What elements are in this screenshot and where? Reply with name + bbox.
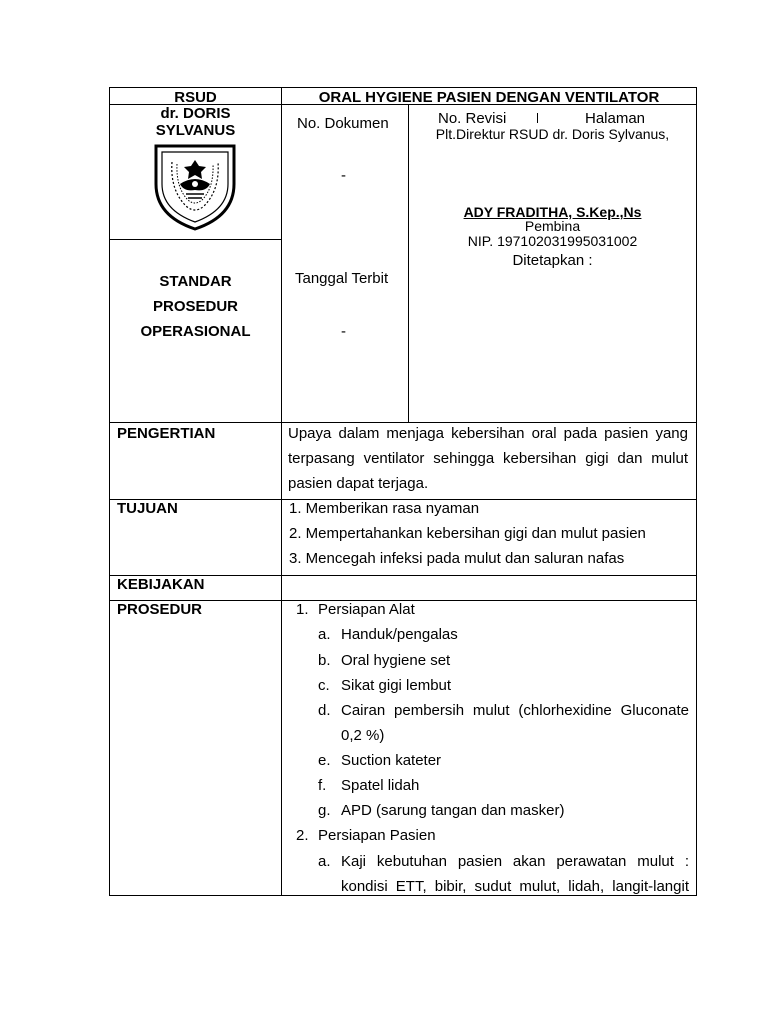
tanggal-terbit-label: Tanggal Terbit [295,270,389,287]
hospital-name-line2: dr. DORIS [160,105,231,122]
tanggal-terbit-value: - [341,323,346,340]
sop-label-line2: PROSEDUR [152,298,238,315]
table-border-left [109,87,110,896]
section-1-number: 1. [296,601,309,618]
sop-label-line3: OPERASIONAL [140,323,251,340]
tujuan-label: TUJUAN [117,500,178,517]
halaman-label: Halaman [585,110,646,127]
alat-item-c: Sikat gigi lembut [341,677,452,694]
alat-item-g: APD (sarung tangan dan masker) [341,802,565,819]
alat-item-d: Cairan pembersih mulut (chlorhexidine Gluconate [341,702,689,719]
alat-item-f: Spatel lidah [341,777,420,794]
director-name: ADY FRADITHA, S.Kep.,Ns [463,204,642,220]
pasien-letter-a: a. [318,853,331,870]
alat-item-e: Suction kateter [341,752,442,769]
pengertian-label: PENGERTIAN [117,425,216,442]
tujuan-item-3: 3. Mencegah infeksi pada mulut dan saluran nafas [289,550,625,567]
no-dokumen-label: No. Dokumen [297,115,389,132]
table-border-right [696,87,697,896]
pengertian-line-3: pasien dapat terjaga. [288,475,429,492]
section-2-number: 2. [296,827,309,844]
alat-letter-d: d. [318,702,331,719]
alat-item-b: Oral hygiene set [341,652,451,669]
section-1-title: Persiapan Alat [318,601,415,618]
revisi-halaman-divider [537,113,538,123]
alat-letter-b: b. [318,652,331,669]
ditetapkan-label: Ditetapkan : [512,252,593,269]
column-divider [281,87,282,896]
pasien-item-a: Kaji kebutuhan pasien akan perawatan mulut : [341,853,689,870]
pengertian-line-1: Upaya dalam menjaga kebersihan oral pada pasien yang [288,425,688,442]
hospital-name-line1: RSUD [174,89,217,106]
director-title: Plt.Direktur RSUD dr. Doris Sylvanus, [435,126,670,142]
sop-label-line1: STANDAR [159,273,232,290]
alat-letter-f: f. [318,777,327,794]
alat-letter-c: c. [318,677,330,694]
document-title: ORAL HYGIENE PASIEN DENGAN VENTILATOR [318,89,660,106]
table-border-top [109,87,697,88]
alat-letter-a: a. [318,626,331,643]
hospital-name-line3: SYLVANUS [155,122,236,139]
tujuan-item-1: 1. Memberikan rasa nyaman [289,500,480,517]
director-rank: Pembina [524,218,581,234]
doc-info-divider [408,104,409,422]
alat-item-d-continued: 0,2 %) [341,727,385,744]
kebijakan-label: KEBIJAKAN [117,576,205,593]
hospital-crest-logo [152,140,238,232]
no-revisi-label: No. Revisi [438,110,507,127]
pengertian-line-2: terpasang ventilator sehingga kebersihan gigi dan mulut [288,450,688,467]
alat-letter-e: e. [318,752,331,769]
tujuan-item-2: 2. Mempertahankan kebersihan gigi dan mulut pasien [289,525,646,542]
alat-letter-g: g. [318,802,331,819]
pasien-item-a-continued: kondisi ETT, bibir, sudut mulut, lidah, langit-langit [341,878,689,895]
alat-item-a: Handuk/pengalas [341,626,458,643]
no-dokumen-value: - [341,167,346,184]
section-2-title: Persiapan Pasien [318,827,436,844]
logo-cell-bottom [109,239,281,240]
director-nip: NIP. 197102031995031002 [467,233,638,249]
prosedur-label: PROSEDUR [117,601,203,618]
